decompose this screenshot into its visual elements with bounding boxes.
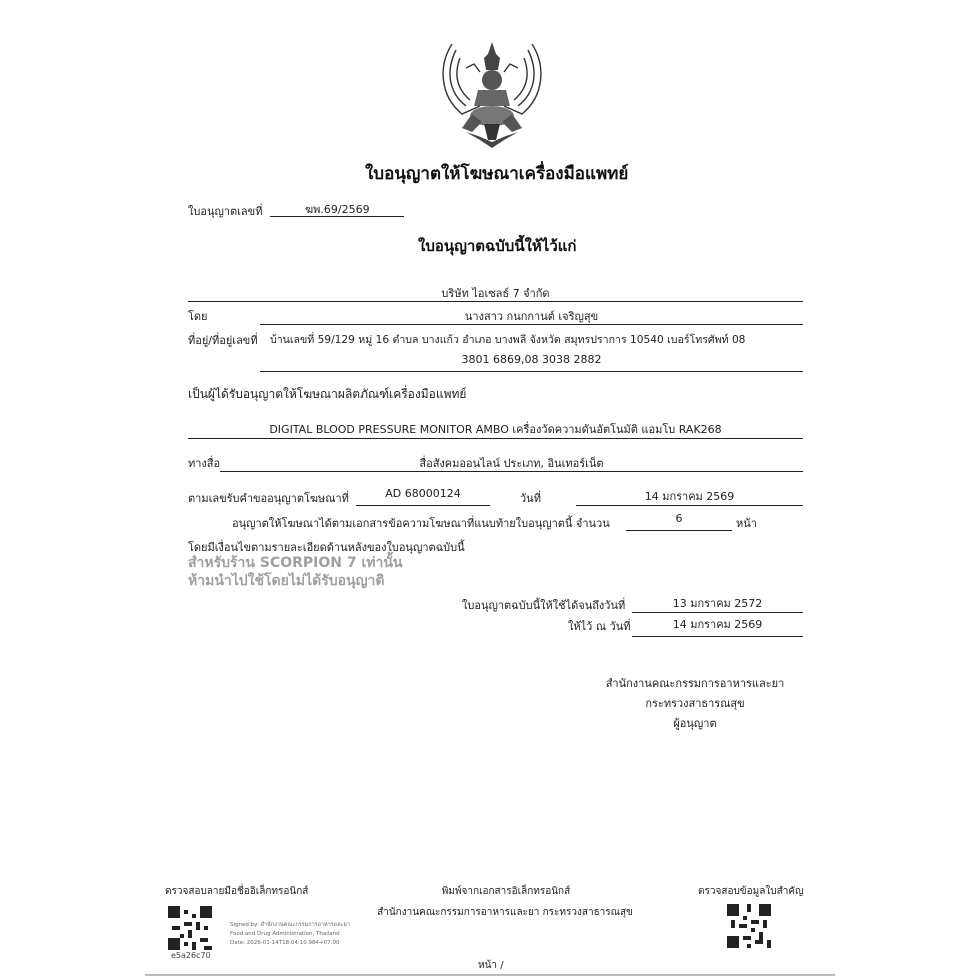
issued-date: 14 มกราคม 2569	[672, 618, 763, 631]
printed-org: สำนักงานคณะกรรมการอาหารและยา กระทรวงสาธารณสุข	[377, 907, 633, 918]
issued-label: ให้ไว้ ณ วันที่	[568, 620, 631, 633]
license-no-label: ใบอนุญาตเลขที่	[188, 205, 263, 218]
signature-qr-code[interactable]	[168, 906, 212, 950]
signed-org: Food and Drug Administration, Thailand	[230, 931, 340, 937]
verify-signature-label: ตรวจสอบลายมือชื่ออิเล็กทรอนิกส์	[165, 886, 309, 897]
representative-name: นางสาว กนกกานต์ เจริญสุข	[464, 310, 599, 323]
watermark-line-1: สำหรับร้าน SCORPION 7 เท่านั้น	[188, 555, 403, 571]
valid-until-label: ใบอนุญาตฉบับนี้ให้ใช้ได้จนถึงวันที่	[462, 599, 626, 612]
media-value: สื่อสังคมออนไลน์ ประเภท, อินเทอร์เน็ต	[419, 457, 604, 470]
issuer-line-1: สำนักงานคณะกรรมการอาหารและยา	[605, 677, 785, 690]
approval-text: อนุญาตให้โฆษณาได้ตามเอกสารข้อความโฆษณาที่แนบท้ายใบอนุญาตนี้ จำนวน	[232, 517, 610, 530]
watermark-line-2: ห้ามนำไปใช้โดยไม่ได้รับอนุญาติ	[188, 573, 385, 589]
page-unit: หน้า	[736, 517, 757, 530]
signed-date: Date: 2026-01-14T18:04:10.984+07:00	[230, 940, 340, 946]
request-no: AD 68000124	[385, 487, 461, 500]
garuda-emblem-icon	[432, 36, 552, 154]
printed-from: พิมพ์จากเอกสารอิเล็กทรอนิกส์	[441, 886, 571, 897]
address-label: ที่อยู่/ที่อยู่เลขที่	[188, 334, 258, 347]
address-line-2: 3801 6869,08 3038 2882	[461, 353, 602, 366]
company-name: บริษัท ไอเซลธ์ 7 จำกัด	[441, 287, 550, 300]
qr-code-id: e5a26c70	[171, 951, 211, 960]
request-date: 14 มกราคม 2569	[644, 490, 735, 503]
media-label: ทางสื่อ	[188, 457, 221, 470]
request-no-label: ตามเลขรับคำขออนุญาตโฆษณาที่	[188, 492, 349, 505]
granted-to-heading: ใบอนุญาตฉบับนี้ให้ไว้แก่	[418, 237, 577, 255]
document-title: ใบอนุญาตให้โฆษณาเครื่องมือแพทย์	[365, 164, 629, 184]
verify-info-label: ตรวจสอบข้อมูลใบสำคัญ	[698, 886, 804, 897]
product-name: DIGITAL BLOOD PRESSURE MONITOR AMBO เครื่องวัดความดันอัตโนมัติ แอมโบ RAK268	[269, 423, 722, 436]
page-number-label: หน้า /	[478, 960, 504, 971]
signed-by: Signed by: สำนักงานคณะกรรมการอาหารและยา	[230, 922, 350, 928]
page-bottom-divider	[145, 974, 835, 976]
issuer-line-3: ผู้อนุญาต	[673, 717, 717, 730]
request-date-label: วันที่	[520, 492, 541, 505]
license-no: ฆพ.69/2569	[305, 203, 370, 216]
valid-until-date: 13 มกราคม 2572	[672, 597, 763, 610]
verify-info-qr-code[interactable]	[727, 904, 771, 948]
licensee-statement: เป็นผู้ได้รับอนุญาตให้โฆษณาผลิตภัณฑ์เครื่องมือแพทย์	[188, 387, 467, 401]
address-line-1: บ้านเลขที่ 59/129 หมู่ 16 ตำบล บางแก้ว อำเภอ บางพลี จังหวัด สมุทรปราการ 10540 เบอร์โทรศัพท์ 08	[270, 334, 746, 346]
page-count: 6	[675, 512, 683, 525]
by-label: โดย	[188, 310, 208, 323]
issuer-line-2: กระทรวงสาธารณสุข	[645, 697, 745, 710]
conditions-text: โดยมีเงื่อนไขตามรายละเอียดด้านหลังของใบอนุญาตฉบับนี้	[188, 541, 465, 554]
